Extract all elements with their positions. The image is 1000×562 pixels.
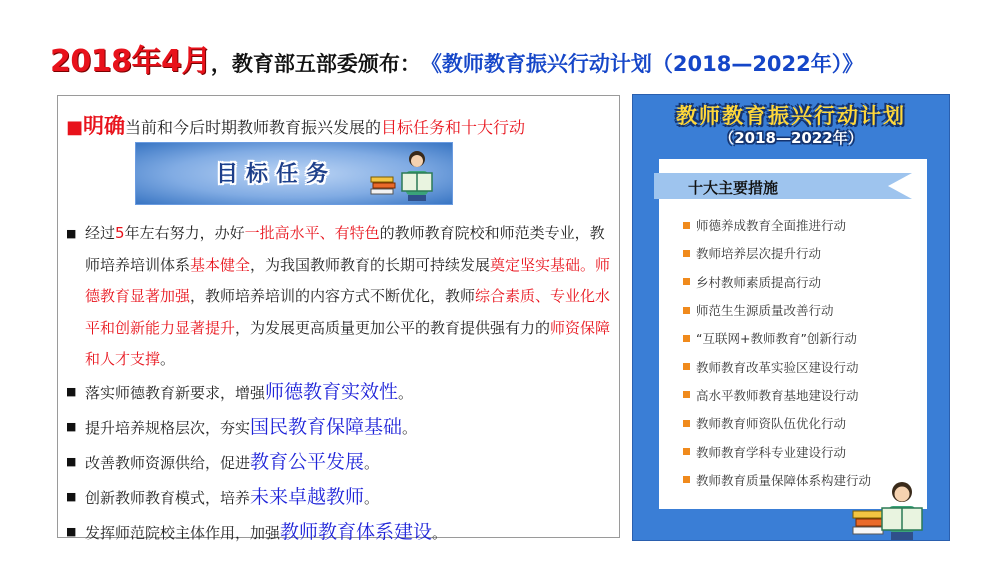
intro-line: [66, 110, 525, 140]
plan-panel: [632, 94, 950, 541]
list-item: ■ 落实师德教育新要求，增强师德教育实效性。: [66, 377, 614, 408]
banner-text: 目标任务: [216, 162, 337, 187]
list-item: 师范生生源质量改善行动: [683, 296, 927, 324]
books-icon: [370, 175, 396, 195]
intro-red: 目标任务和十大行动: [381, 118, 526, 137]
measures-label: 十大主要措施: [688, 179, 779, 197]
measures-header: [654, 173, 888, 199]
list-item: ■ 发挥师范院校主体作用，加强教师教育体系建设。: [66, 517, 614, 548]
list-item: 教师教育师资队伍优化行动: [683, 409, 927, 437]
title-middle: ，教育部五部委颁布：: [210, 52, 421, 76]
title-plan: 《教师教育振兴行动计划（2018—2022年）》: [420, 52, 864, 76]
square-bullet-icon: ■: [66, 419, 77, 433]
square-bullet-icon: [683, 363, 690, 370]
square-bullet-icon: [683, 222, 690, 229]
list-item: 教师教育改革实验区建设行动: [683, 352, 927, 380]
list-item: ■ 创新教师教育模式，培养未来卓越教师。: [66, 482, 614, 513]
square-bullet-icon: [683, 250, 690, 257]
reading-person-icon: [398, 149, 436, 203]
list-item: 师德养成教育全面推进行动: [683, 211, 927, 239]
goals-list: [66, 218, 614, 548]
list-item: 教师教育学科专业建设行动: [683, 437, 927, 465]
square-bullet-icon: [683, 420, 690, 427]
list-item: 教师培养层次提升行动: [683, 239, 927, 267]
intro-strong: 明确: [83, 114, 126, 138]
list-item: ■ 经过5年左右努力，办好一批高水平、有特色的教师教育院校和师范类专业，教师培养培训体系基本健全，为我国教师教育的长期可持续发展奠定坚实基础。师德教育显著加强，教师培养培训的内容方式不断优化，教师综合素质、专业化水平和创新能力显著提升，为发展更高质量更加公平的教育提供强有力的师资保障和人才支撑。: [66, 218, 614, 376]
title-date: 2018年4月: [50, 44, 211, 79]
square-bullet-icon: ■: [66, 227, 77, 240]
square-bullet-icon: ■: [66, 489, 77, 503]
square-bullet-icon: ■: [66, 524, 77, 538]
page-title: [50, 36, 863, 80]
square-bullet-icon: [683, 391, 690, 398]
square-bullet-icon: ■: [66, 117, 84, 138]
intro-text: 当前和今后时期教师教育振兴发展的: [125, 118, 382, 137]
list-item: ■ 提升培养规格层次，夯实国民教育保障基础。: [66, 412, 614, 443]
reading-person-icon: [877, 481, 927, 541]
square-bullet-icon: [683, 476, 690, 483]
square-bullet-icon: [683, 278, 690, 285]
list-item: 高水平教师教育基地建设行动: [683, 381, 927, 409]
panel-subtitle: （2018—2022年）: [719, 129, 863, 147]
list-item: 乡村教师素质提高行动: [683, 268, 927, 296]
square-bullet-icon: [683, 335, 690, 342]
measures-list: [683, 211, 927, 494]
square-bullet-icon: ■: [66, 384, 77, 398]
list-item: 教师教育质量保障体系构建行动: [683, 466, 927, 494]
goals-banner: [135, 142, 453, 205]
square-bullet-icon: ■: [66, 454, 77, 468]
list-item: “互联网+教师教育”创新行动: [683, 324, 927, 352]
square-bullet-icon: [683, 307, 690, 314]
goals-box: [57, 95, 620, 543]
list-item: ■ 改善教师资源供给，促进教育公平发展。: [66, 447, 614, 478]
square-bullet-icon: [683, 448, 690, 455]
panel-title: 教师教育振兴行动计划: [676, 104, 906, 128]
